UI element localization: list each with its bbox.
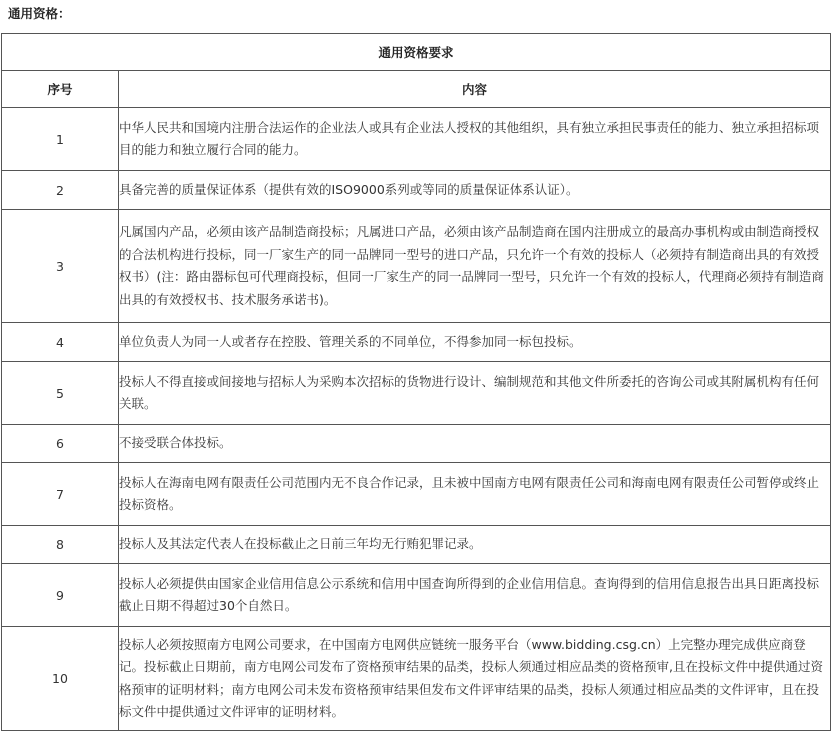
row-index: 6 — [2, 425, 119, 463]
row-index: 7 — [2, 463, 119, 526]
row-content: 投标人必须提供由国家企业信用信息公示系统和信用中国查询所得到的企业信用信息。查询得到的信用信息报告出具日距离投标截止日期不得超过30个自然日。 — [119, 564, 831, 627]
table-row — [2, 210, 831, 323]
row-content: 单位负责人为同一人或者存在控股、管理关系的不同单位，不得参加同一标包投标。 — [119, 323, 831, 362]
section-heading: 通用资格： — [8, 6, 71, 21]
row-content: 凡属国内产品，必须由该产品制造商投标；凡属进口产品，必须由该产品制造商在国内注册成立的最高办事机构或由制造商授权的合法机构进行投标，同一厂家生产的同一品牌同一型号的进口产品，只允许一个有效的投标人（必须持有制造商出具的有效授权书）(注：路由器标包可代理商投标，但同一厂家生产的同一品牌同一型号，只允许一个有效的投标人，代理商必须持有制造商出具的有效授权书、技术服务承诺书)。 — [119, 210, 831, 323]
table-row — [2, 362, 831, 425]
requirements-table — [1, 33, 831, 731]
table-row — [2, 171, 831, 210]
row-content: 中华人民共和国境内注册合法运作的企业法人或具有企业法人授权的其他组织，具有独立承担民事责任的能力、独立承担招标项目的能力和独立履行合同的能力。 — [119, 108, 831, 171]
row-content: 投标人及其法定代表人在投标截止之日前三年均无行贿犯罪记录。 — [119, 526, 831, 564]
table-caption-row — [2, 34, 831, 71]
table-caption: 通用资格要求 — [2, 34, 831, 71]
table-row — [2, 323, 831, 362]
row-content: 投标人必须按照南方电网公司要求，在中国南方电网供应链统一服务平台（www.bidding.csg.cn）上完整办理完成供应商登记。投标截止日期前，南方电网公司发布了资格预审结果的品类，投标人须通过相应品类的资格预审,且在投标文件中提供通过资格预审的证明材料；南方电网公司未发布资格预审结果但发布文件评审结果的品类，投标人须通过相应品类的文件评审，且在投标文件中提供通过文件评审的证明材料。 — [119, 627, 831, 731]
row-index: 10 — [2, 627, 119, 731]
table-header-row — [2, 71, 831, 108]
table-row — [2, 526, 831, 564]
table-row — [2, 425, 831, 463]
column-header-index: 序号 — [2, 71, 119, 108]
column-header-content: 内容 — [119, 71, 831, 108]
row-content: 投标人不得直接或间接地与招标人为采购本次招标的货物进行设计、编制规范和其他文件所委托的咨询公司或其附属机构有任何关联。 — [119, 362, 831, 425]
table-row — [2, 627, 831, 731]
row-index: 8 — [2, 526, 119, 564]
table-row — [2, 108, 831, 171]
row-index: 2 — [2, 171, 119, 210]
row-content: 投标人在海南电网有限责任公司范围内无不良合作记录，且未被中国南方电网有限责任公司和海南电网有限责任公司暂停或终止投标资格。 — [119, 463, 831, 526]
row-content: 不接受联合体投标。 — [119, 425, 831, 463]
row-index: 5 — [2, 362, 119, 425]
row-index: 4 — [2, 323, 119, 362]
table-row — [2, 463, 831, 526]
row-index: 3 — [2, 210, 119, 323]
row-content: 具备完善的质量保证体系（提供有效的ISO9000系列或等同的质量保证体系认证）。 — [119, 171, 831, 210]
table-row — [2, 564, 831, 627]
row-index: 1 — [2, 108, 119, 171]
row-index: 9 — [2, 564, 119, 627]
